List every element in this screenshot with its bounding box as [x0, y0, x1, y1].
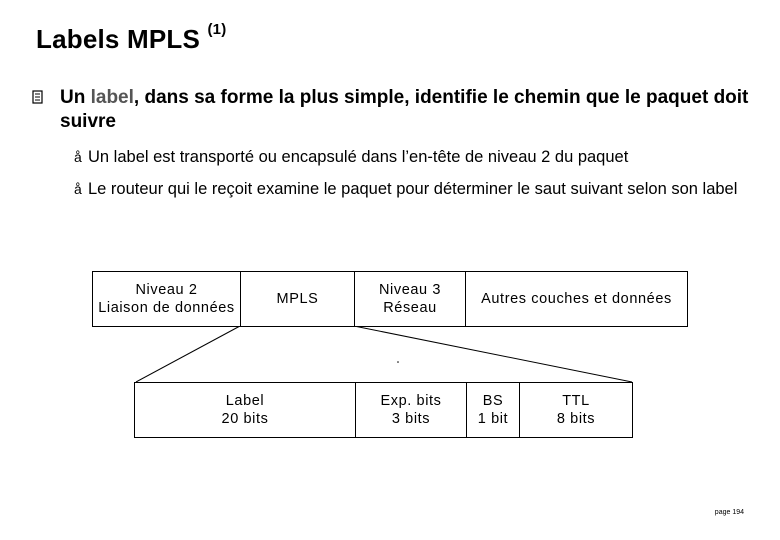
sub-bullet-arrow-icon: å [74, 181, 82, 197]
exp-line1: Exp. bits [380, 393, 442, 409]
header-mpls-cell [240, 271, 355, 327]
mpls-line1: MPLS [276, 291, 319, 307]
header-autres-cell [465, 271, 688, 327]
sub-bullet-arrow-icon: å [74, 149, 82, 165]
label-field-cell [134, 382, 356, 438]
expand-line-left [136, 326, 240, 382]
sub-bullet-2-text: Le routeur qui le reçoit examine le paquet pour déterminer le saut suivant selon son label [88, 180, 738, 198]
niveau2-line2: Liaison de données [98, 300, 235, 316]
autres-line1: Autres couches et données [481, 291, 672, 307]
main-bullet-suffix: , dans sa forme la plus simple, identifie le chemin que le paquet doit suivre [60, 87, 749, 132]
ttl-cell [519, 382, 633, 438]
niveau2-line1: Niveau 2 [135, 282, 198, 298]
exp-line2: 3 bits [391, 411, 431, 427]
expand-line-right [354, 326, 632, 382]
label-line1: Label [225, 393, 265, 409]
bs-line2: 1 bit [477, 411, 509, 427]
niveau3-line1: Niveau 3 [378, 282, 442, 298]
main-bullet-prefix: Un [60, 87, 91, 108]
header-niveau3-cell [354, 271, 466, 327]
diagram-dot [397, 361, 399, 363]
title-text: Labels MPLS [36, 24, 201, 54]
title-superscript: (1) [207, 21, 227, 39]
bs-line1: BS [482, 393, 504, 409]
niveau3-line2: Réseau [383, 300, 437, 316]
label-line2: 20 bits [221, 411, 269, 427]
sub-bullet-1-text: Un label est transporté ou encapsulé dans l’en-tête de niveau 2 du paquet [88, 148, 629, 166]
header-niveau2-cell [92, 271, 241, 327]
ttl-line1: TTL [562, 393, 590, 409]
main-bullet-keyword: label [90, 87, 134, 108]
bs-cell [466, 382, 520, 438]
exp-bits-cell [355, 382, 467, 438]
page-number: page 194 [714, 509, 744, 516]
ttl-line2: 8 bits [556, 411, 596, 427]
